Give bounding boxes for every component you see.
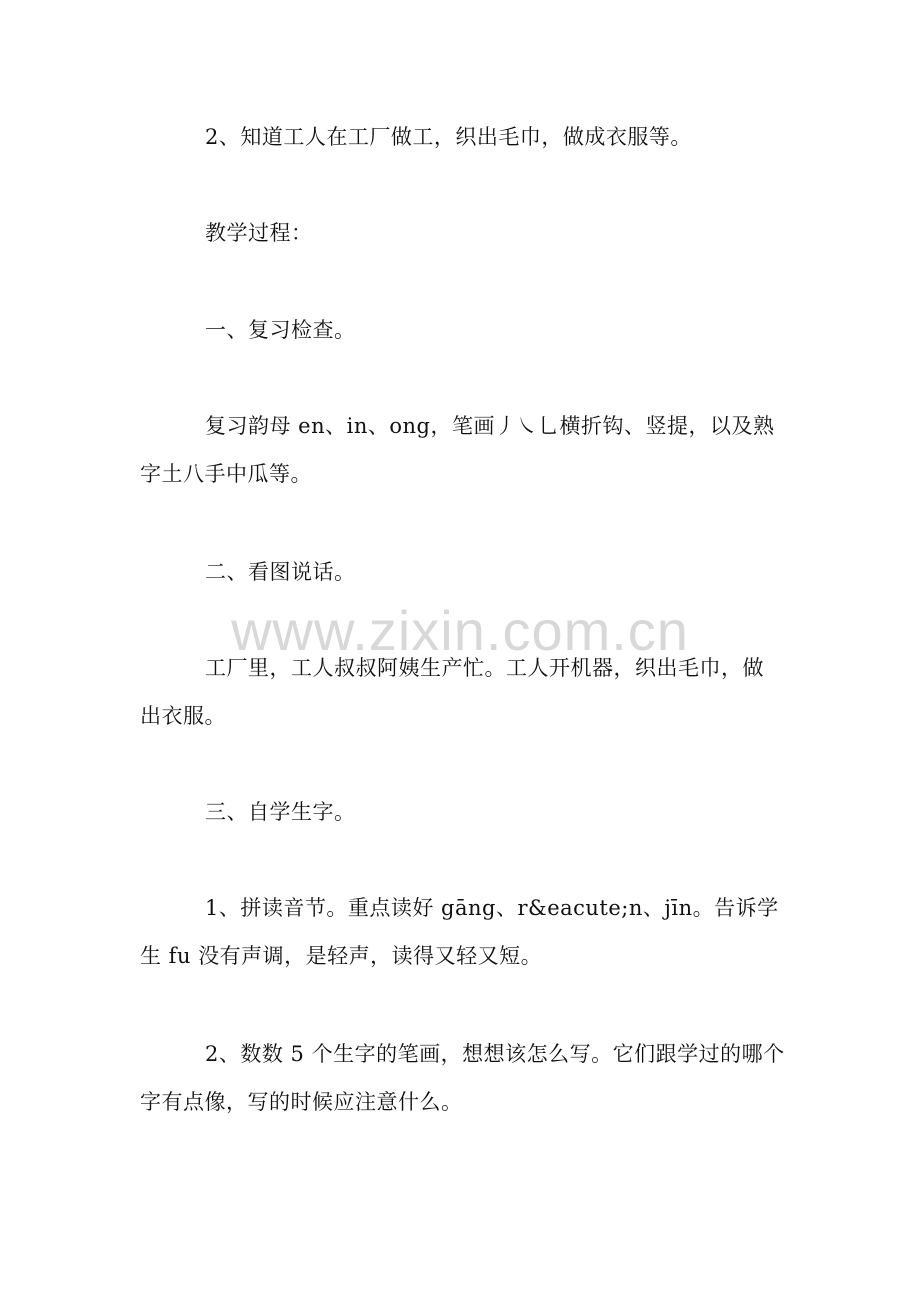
watermark: www.zixin.com.cn: [231, 599, 689, 662]
paragraph-picture-content: 工厂里，工人叔叔阿姨生产忙。工人开机器，织出毛巾，做出衣服。: [140, 656, 764, 728]
paragraph-teaching-process: 教学过程：: [205, 221, 313, 245]
paragraph-objective-2: 2、知道工人在工厂做工，织出毛巾，做成衣服等。: [205, 125, 692, 149]
paragraph-self-study-2: 2、数数 5 个生字的笔画，想想该怎么写。它们跟学过的哪个字有点像，写的时候应注意什么。: [140, 1042, 785, 1114]
paragraph-self-study-1: 1、拼读音节。重点读好 gāng、r&eacute;n、jīn。告诉学生 fu 没有声调，是轻声，读得又轻又短。: [140, 896, 779, 968]
paragraph-review-content: 复习韵母 en、in、ong，笔画丿㇏乚横折钩、竖提，以及熟字土八手中瓜等。: [140, 414, 775, 486]
paragraph-section-picture-talk: 二、看图说话。: [205, 560, 356, 584]
paragraph-section-review: 一、复习检查。: [205, 318, 356, 342]
paragraph-section-self-study: 三、自学生字。: [205, 800, 356, 824]
